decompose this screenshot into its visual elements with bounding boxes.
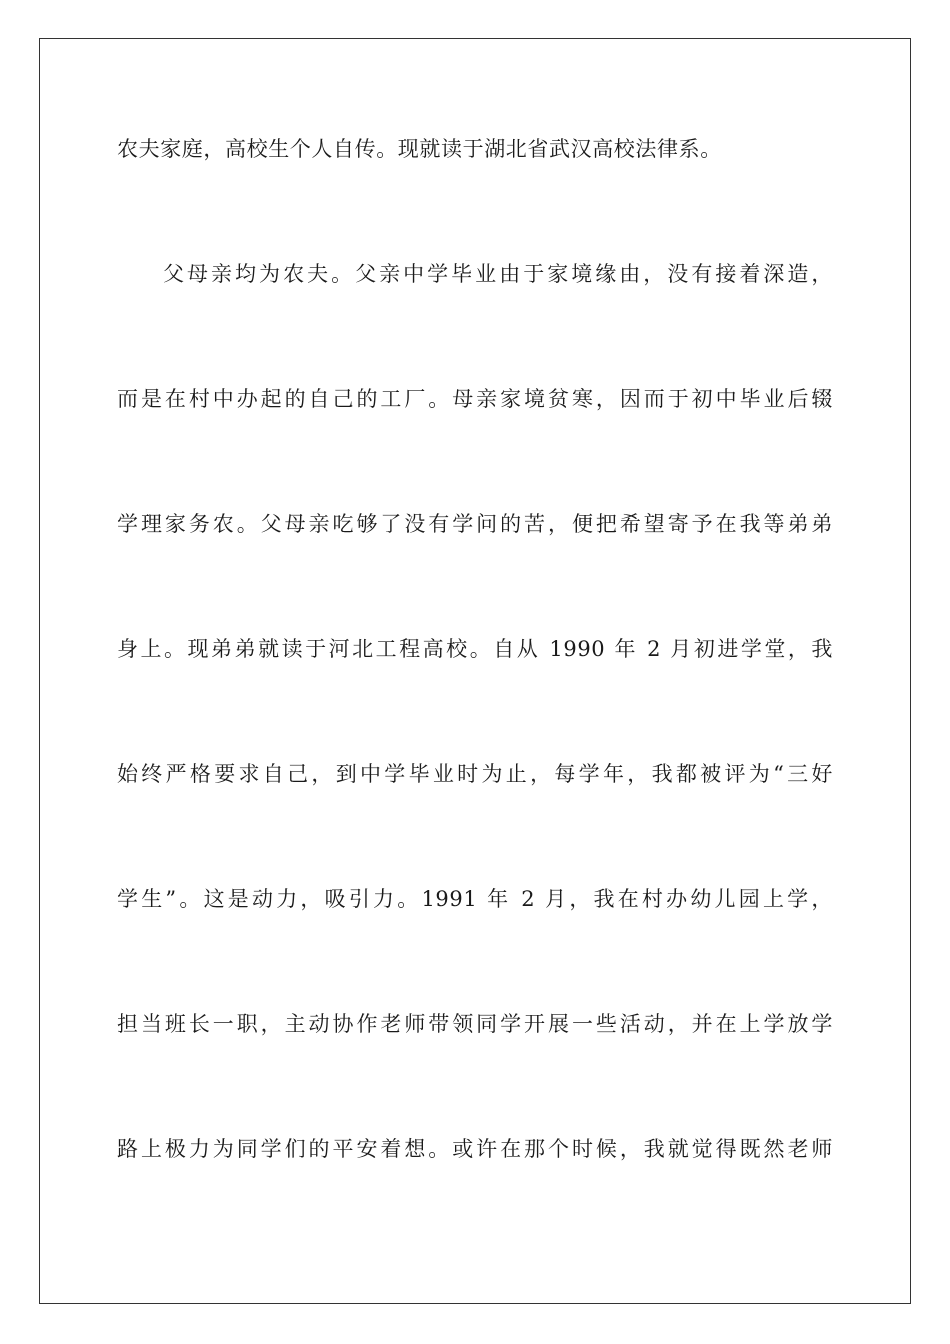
paragraph-line: 始终严格要求自己，到中学毕业时为止，每学年，我都被评为“三好: [117, 762, 833, 786]
paragraph-line: 父母亲均为农夫。父亲中学毕业由于家境缘由，没有接着深造，: [163, 262, 833, 286]
paragraph-line: 学理家务农。父母亲吃够了没有学问的苦，便把希望寄予在我等弟弟: [117, 512, 833, 536]
page-border: [39, 38, 911, 1304]
paragraph-line: 农夫家庭，高校生个人自传。现就读于湖北省武汉高校法律系。: [117, 137, 722, 161]
paragraph-line: 担当班长一职，主动协作老师带领同学开展一些活动，并在上学放学: [117, 1012, 833, 1036]
paragraph-line: 身上。现弟弟就读于河北工程高校。自从 1990 年 2 月初进学堂，我: [117, 637, 833, 661]
paragraph-line: 路上极力为同学们的平安着想。或许在那个时候，我就觉得既然老师: [117, 1137, 833, 1161]
paragraph-line: 而是在村中办起的自己的工厂。母亲家境贫寒，因而于初中毕业后辍: [117, 387, 833, 411]
paragraph-line: 学生”。这是动力，吸引力。1991 年 2 月，我在村办幼儿园上学，: [117, 887, 833, 911]
